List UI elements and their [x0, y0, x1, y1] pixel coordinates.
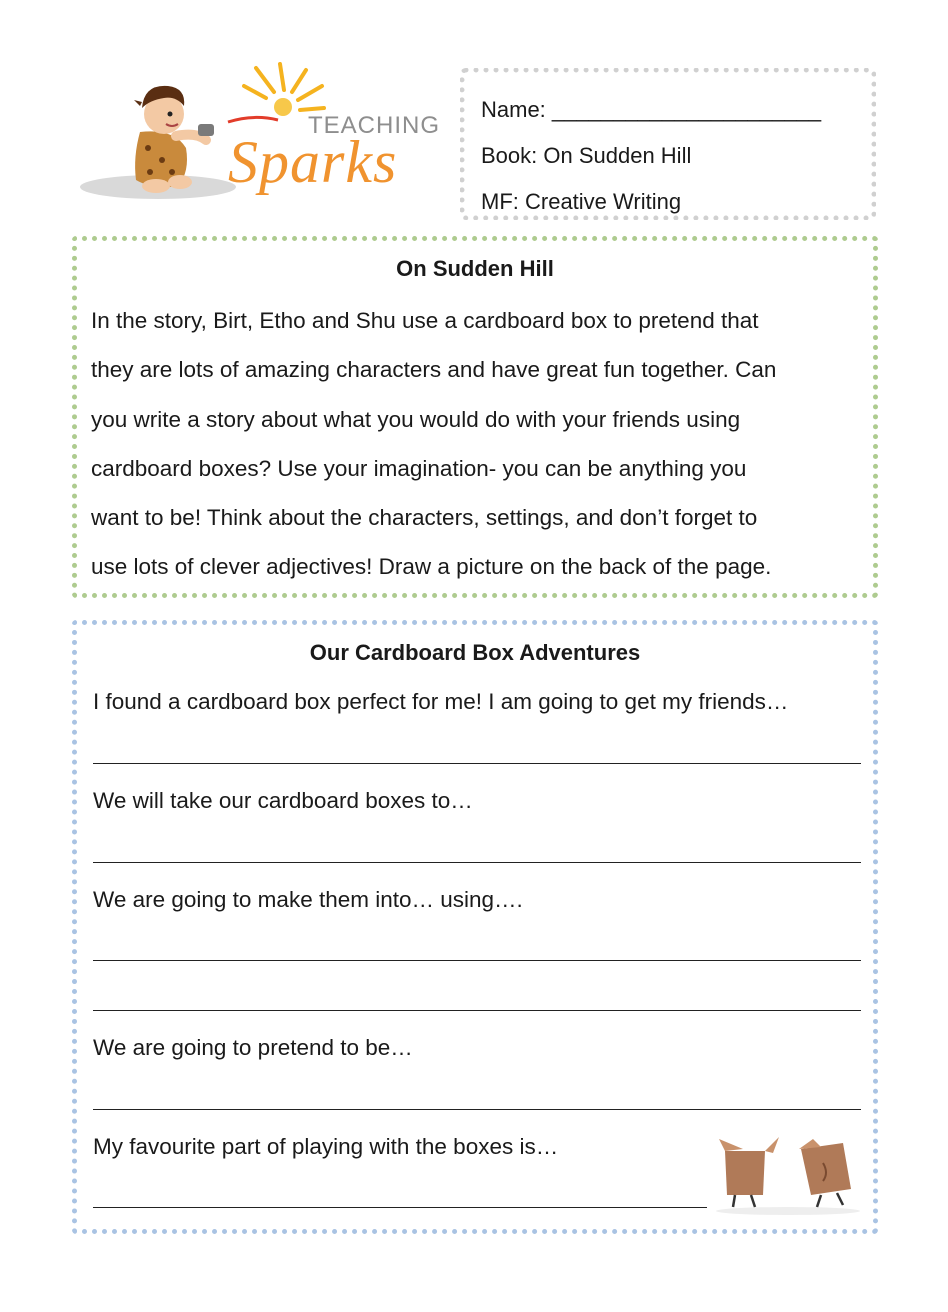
writing-line[interactable]	[93, 862, 861, 863]
intro-box	[72, 236, 878, 598]
writing-line[interactable]	[93, 1207, 707, 1208]
worksheet-box	[72, 620, 878, 1234]
writing-line[interactable]	[93, 1109, 861, 1110]
intro-line: want to be! Think about the characters, settings, and don’t forget to	[91, 505, 758, 531]
logo-text-teaching: TEACHING	[308, 112, 441, 139]
writing-line[interactable]	[93, 1010, 861, 1011]
writing-line[interactable]	[93, 960, 861, 961]
prompt-destination: We will take our cardboard boxes to…	[93, 788, 473, 813]
intro-line: use lots of clever adjectives! Draw a picture on the back of the page.	[91, 554, 772, 580]
intro-line: you write a story about what you would do with your friends using	[91, 406, 741, 432]
prompt-favourite: My favourite part of playing with the boxes is…	[93, 1134, 559, 1159]
walking-boxes-illustration	[713, 1133, 863, 1215]
intro-paragraph	[91, 296, 861, 592]
writing-line[interactable]	[93, 763, 861, 764]
intro-line: they are lots of amazing characters and have great fun together. Can	[91, 357, 777, 383]
student-info-box	[460, 68, 876, 220]
teaching-sparks-logo	[78, 62, 453, 212]
name-field[interactable]: Name: ______________________	[481, 97, 822, 122]
mf-label: MF: Creative Writing	[481, 189, 682, 214]
logo-text-sparks: Sparks	[228, 129, 398, 195]
prompt-friends: I found a cardboard box perfect for me! I am going to get my friends…	[93, 689, 789, 714]
prompt-make-into: We are going to make them into… using….	[93, 887, 523, 912]
intro-line: In the story, Birt, Etho and Shu use a cardboard box to pretend that	[91, 308, 759, 333]
worksheet-title: Our Cardboard Box Adventures	[309, 640, 641, 665]
book-label: Book: On Sudden Hill	[481, 143, 692, 168]
prompt-pretend: We are going to pretend to be…	[93, 1035, 413, 1060]
cardboard-box-icon	[713, 1133, 863, 1215]
intro-title: On Sudden Hill	[396, 256, 554, 281]
intro-line: cardboard boxes? Use your imagination- you can be anything you	[91, 455, 747, 481]
